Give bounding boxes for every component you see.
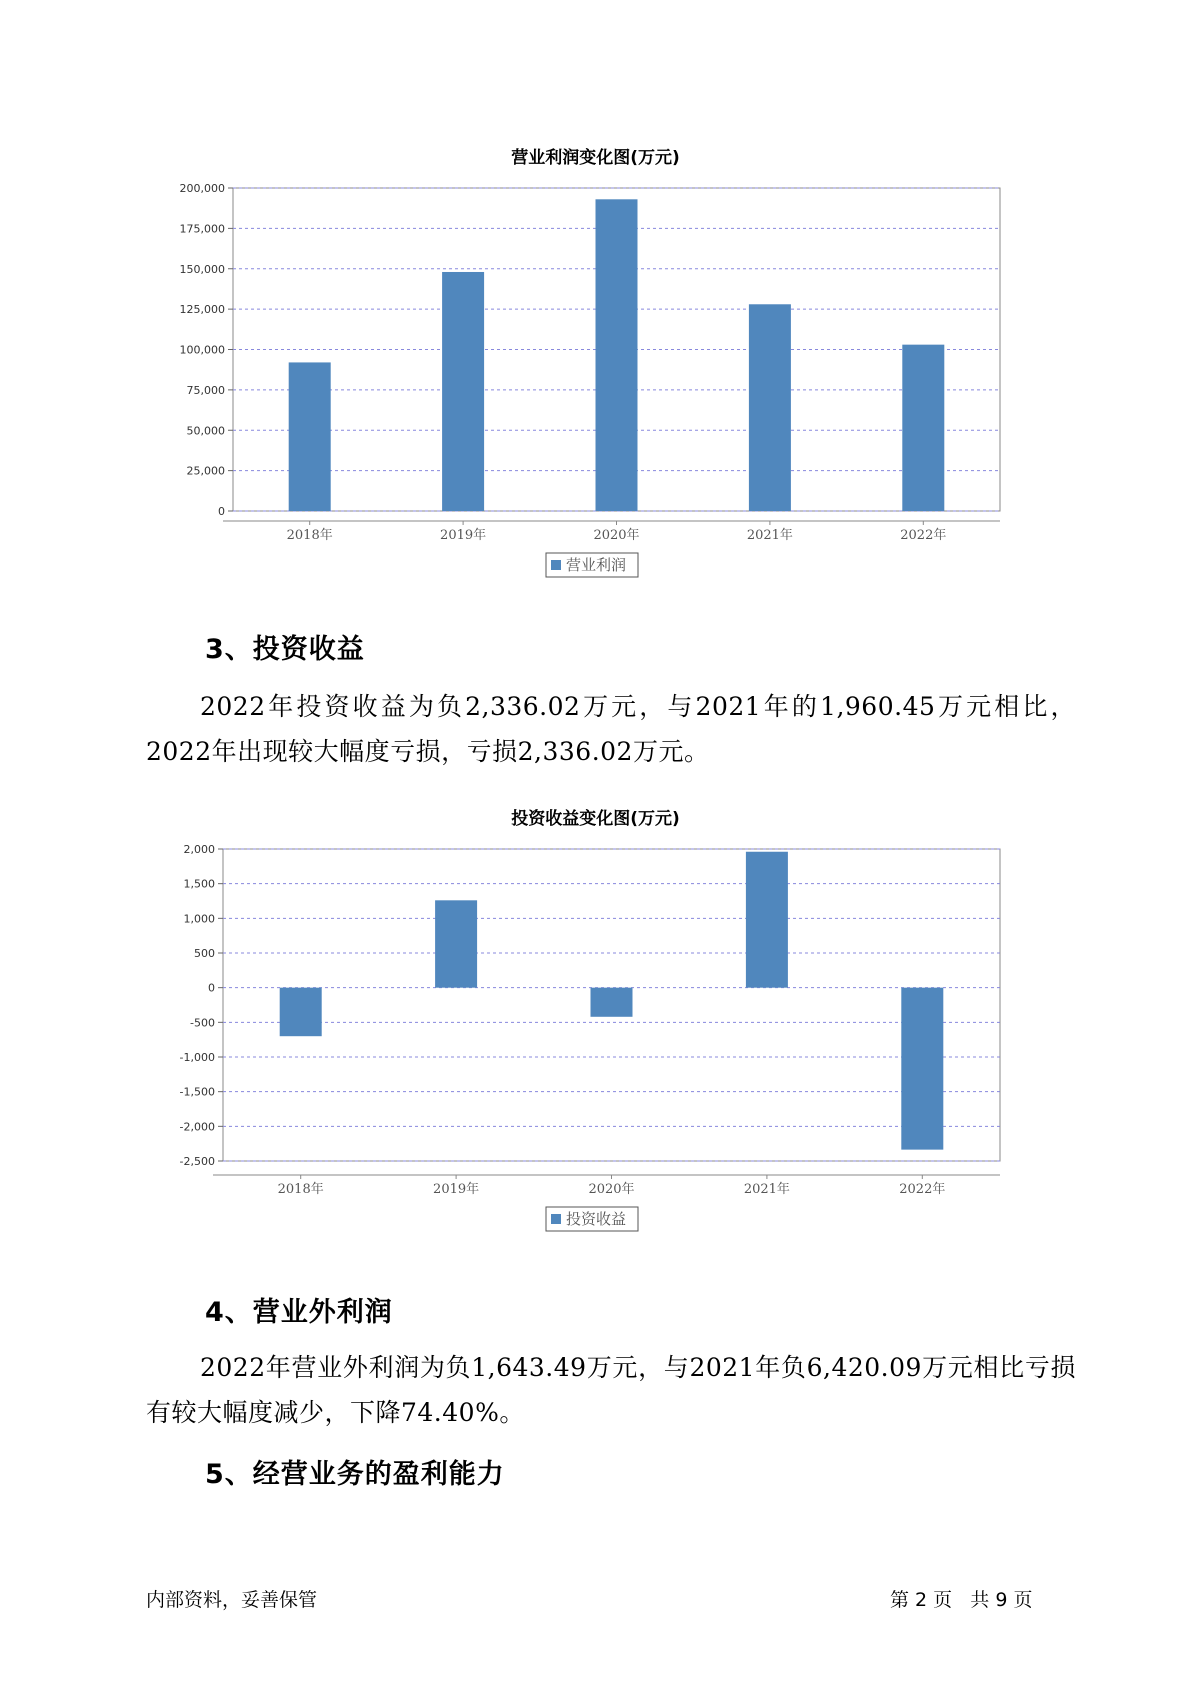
- x-tick-label: 2018年: [277, 1182, 324, 1197]
- y-tick-label: -1,500: [179, 1085, 215, 1099]
- x-tick-label: 2022年: [899, 1182, 946, 1197]
- y-tick-label: 75,000: [186, 383, 225, 397]
- x-tick-label: 2018年: [286, 528, 333, 543]
- bar: [591, 988, 633, 1017]
- x-tick-label: 2021年: [743, 1182, 790, 1197]
- y-tick-label: -1,000: [179, 1051, 215, 1064]
- legend: [546, 553, 638, 577]
- x-tick-label: 2022年: [900, 528, 947, 543]
- x-tick-label: 2021年: [746, 528, 793, 543]
- footer-confidential: 内部资料，妥善保管: [146, 1589, 318, 1611]
- x-tick-label: 2019年: [440, 528, 487, 543]
- y-tick-label: -500: [190, 1016, 215, 1030]
- y-tick-label: 0: [218, 505, 225, 518]
- y-tick-label: 0: [208, 981, 215, 995]
- bar: [901, 988, 943, 1150]
- y-tick-label: 1,000: [183, 912, 215, 926]
- y-tick-label: 50,000: [186, 424, 225, 438]
- x-tick-label: 2020年: [588, 1182, 635, 1197]
- section4-paragraph: 2022年营业外利润为负1,643.49万元，与2021年负6,420.09万元相比亏损有较大幅度减少，下降74.40%。: [146, 1353, 1076, 1427]
- section3-heading: 3、投资收益: [205, 634, 365, 665]
- y-tick-label: 200,000: [179, 182, 225, 195]
- bar: [289, 362, 331, 511]
- operating-profit-chart: [0, 170, 1191, 590]
- y-tick-label: 25,000: [186, 464, 225, 478]
- section5-heading: 5、经营业务的盈利能力: [205, 1459, 505, 1490]
- bar: [902, 345, 944, 511]
- investment-income-chart: [0, 835, 1191, 1255]
- y-tick-label: -2,500: [179, 1155, 215, 1168]
- section3-paragraph: 2022年投资收益为负2,336.02万元，与2021年的1,960.45万元相比，2022年出现较大幅度亏损，亏损2,336.02万元。: [146, 692, 1076, 766]
- footer-page-number: 第 2 页 共 9 页: [890, 1589, 1033, 1611]
- bar: [749, 304, 791, 511]
- chart2-title: 投资收益变化图(万元): [511, 809, 680, 829]
- y-tick-label: 2,000: [183, 843, 215, 856]
- legend-label: 投资收益: [566, 1210, 627, 1228]
- legend-label: 营业利润: [566, 556, 627, 574]
- y-tick-label: 175,000: [179, 222, 225, 236]
- bar: [746, 852, 788, 988]
- chart1-title: 营业利润变化图(万元): [511, 148, 680, 168]
- bar: [435, 900, 477, 987]
- legend-swatch: [551, 1214, 561, 1224]
- bar: [280, 988, 322, 1037]
- y-tick-label: 125,000: [179, 303, 225, 317]
- legend: [546, 1207, 638, 1231]
- bar: [442, 272, 484, 511]
- bar: [596, 199, 638, 511]
- x-tick-label: 2019年: [433, 1182, 480, 1197]
- legend-swatch: [551, 560, 561, 570]
- y-tick-label: 500: [194, 947, 215, 960]
- y-tick-label: -2,000: [179, 1120, 215, 1134]
- y-tick-label: 100,000: [179, 343, 225, 357]
- x-tick-label: 2020年: [593, 528, 640, 543]
- section4-heading: 4、营业外利润: [205, 1297, 393, 1328]
- y-tick-label: 1,500: [183, 877, 215, 891]
- y-tick-label: 150,000: [179, 262, 225, 276]
